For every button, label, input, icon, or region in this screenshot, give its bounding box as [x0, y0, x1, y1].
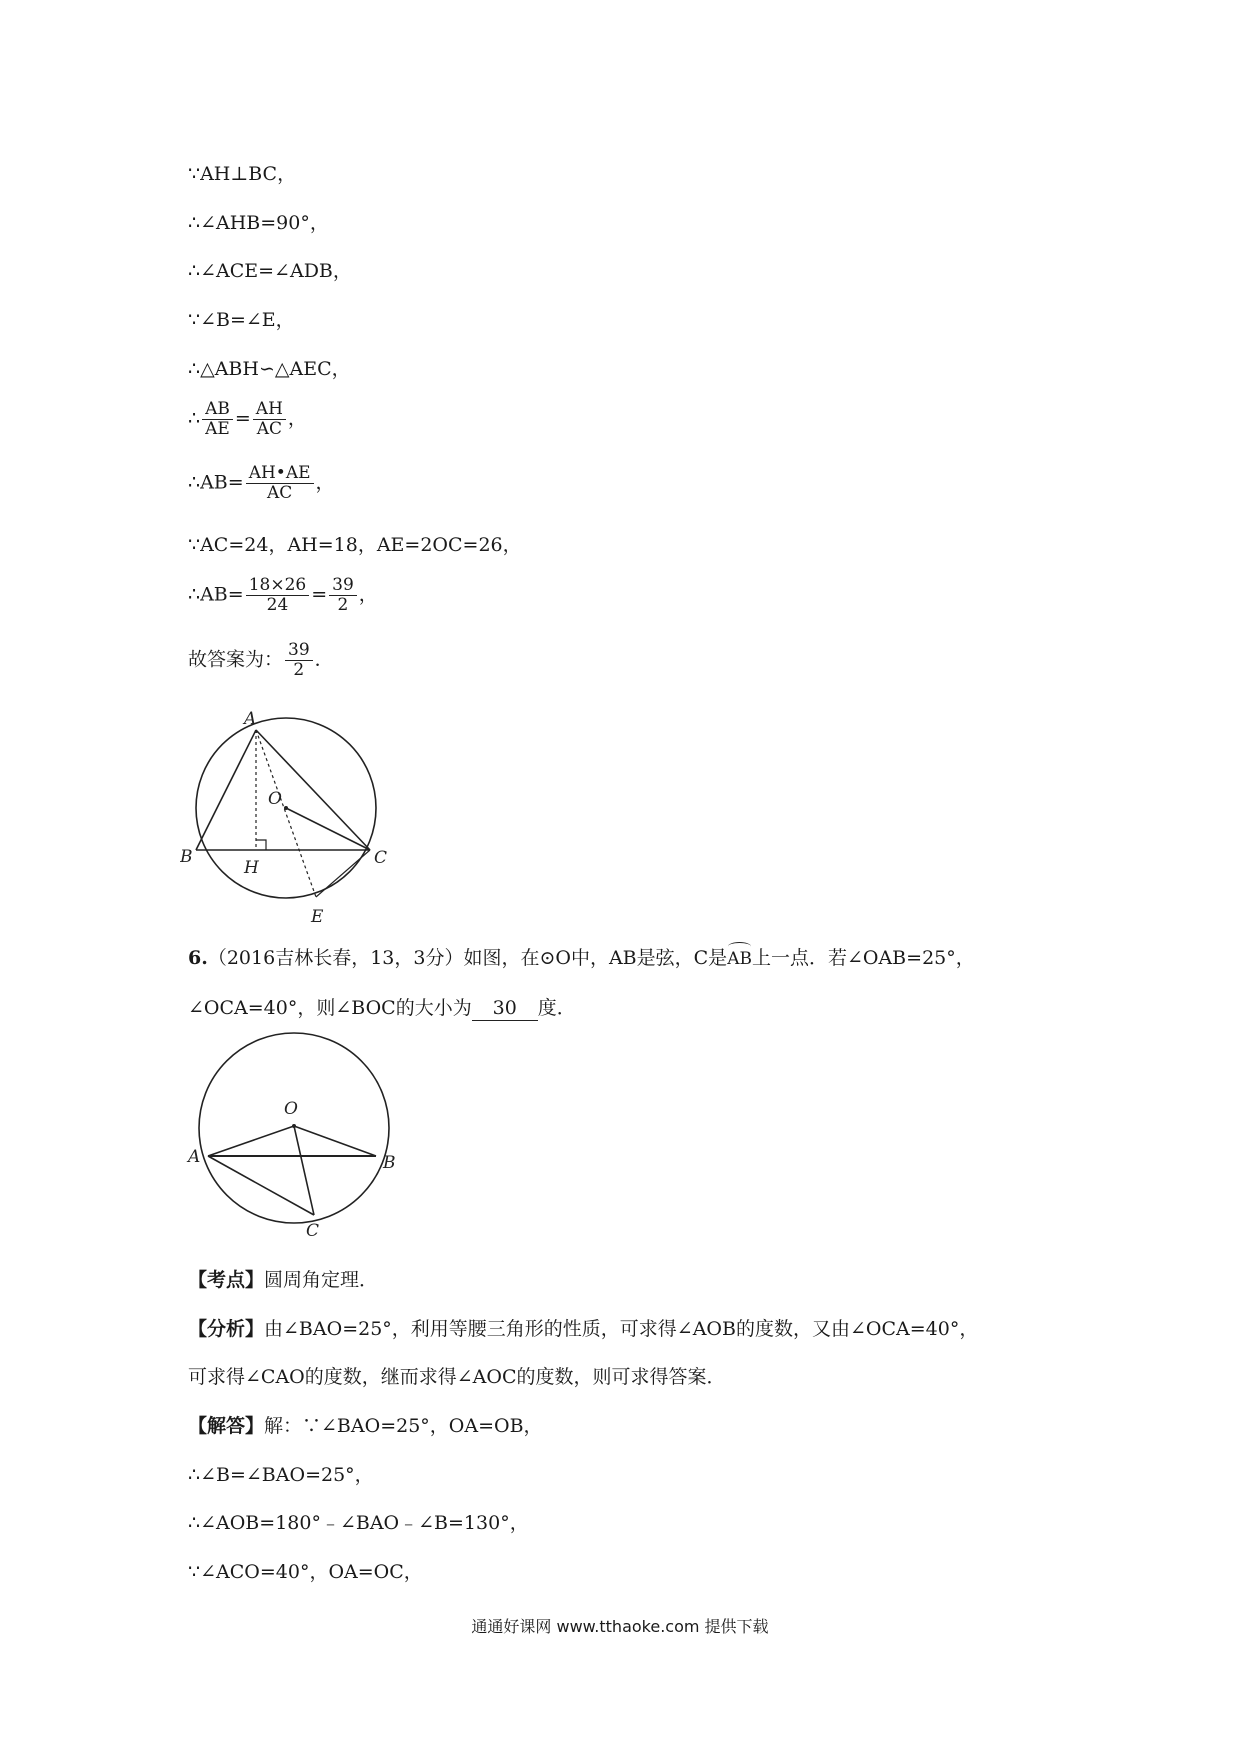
label-o: O: [268, 789, 282, 809]
solution-line-8: ∵AC=24，AH=18，AE=2OC=26，: [188, 534, 522, 556]
jieda-line-1: [188, 1414, 543, 1438]
label-h: H: [244, 858, 259, 878]
jieda-tag: 【解答】: [188, 1415, 265, 1437]
fraction-18x26-over-24: [246, 576, 310, 615]
problem-text: ∠OCA=40°，则∠BOC的大小为: [188, 997, 472, 1019]
comma: ，: [287, 407, 307, 430]
jieda-text: 解：∵∠BAO=25°，OA=OB，: [264, 1415, 543, 1437]
fenxi-tag: 【分析】: [188, 1318, 265, 1340]
period: ．: [314, 648, 334, 671]
expression-prefix: ∴AB=: [188, 471, 244, 494]
figure-circle-triangle-abc: [180, 700, 400, 930]
segment-ce: [316, 850, 370, 897]
radius-oa: [208, 1126, 294, 1156]
solution-line-9: [188, 576, 378, 615]
kaodian-line: [188, 1268, 378, 1292]
solution-line-4: ∵∠B=∠E，: [188, 309, 295, 331]
jieda-step-3: ∵∠ACO=40°，OA=OC，: [188, 1561, 423, 1583]
label-c: C: [374, 848, 388, 868]
answer-fraction: [285, 641, 313, 680]
fraction-ab-ae: [202, 400, 233, 439]
solution-line-6: [188, 400, 307, 439]
comma: ，: [358, 583, 378, 606]
problem-text: （2016吉林长春，13，3分）如图，在⊙O中，AB是弦，C是: [207, 947, 728, 969]
answer-blank: 30: [472, 996, 538, 1021]
fraction-numerator: 39: [285, 641, 313, 661]
right-angle-mark: [256, 840, 266, 850]
comma: ，: [315, 471, 335, 494]
solution-line-3: ∴∠ACE=∠ADB，: [188, 260, 352, 282]
fraction-numerator: AH: [253, 400, 286, 420]
label-b: B: [383, 1153, 396, 1173]
fenxi-line-2: 可求得∠CAO的度数，继而求得∠AOC的度数，则可求得答案．: [188, 1366, 726, 1388]
fraction-denominator: AC: [256, 419, 282, 439]
arc-ab: AB: [727, 949, 752, 969]
jieda-step-2: ∴∠AOB=180°﹣∠BAO﹣∠B=130°，: [188, 1512, 529, 1534]
fenxi-line-1: [188, 1317, 978, 1341]
problem-6-line-1: [188, 946, 975, 971]
segment-ab: [196, 730, 256, 850]
fraction-numerator: 39: [329, 576, 357, 596]
solution-line-2: ∴∠AHB=90°，: [188, 212, 329, 234]
therefore-symbol: ∴: [188, 407, 201, 430]
problem-text: 上一点．若∠OAB=25°，: [751, 947, 975, 969]
label-c: C: [306, 1221, 320, 1240]
solution-line-7: [188, 464, 335, 503]
fraction-numerator: 18×26: [246, 576, 310, 596]
solution-line-5: ∴△ABH∽△AEC，: [188, 358, 351, 380]
fraction-denominator: 2: [337, 595, 349, 615]
equals-sign: =: [234, 407, 251, 430]
page-footer: 通通好课网 www.tthaoke.com 提供下载: [471, 1617, 769, 1636]
kaodian-text: 圆周角定理．: [264, 1269, 379, 1291]
answer-label: 故答案为：: [188, 648, 284, 671]
fraction-denominator: AE: [205, 419, 230, 439]
center-point: [284, 806, 288, 810]
problem-6-line-2: [188, 996, 576, 1021]
label-a: A: [244, 709, 257, 729]
center-point: [292, 1124, 296, 1128]
fraction-denominator: AC: [266, 483, 293, 503]
problem-text: 度．: [537, 997, 576, 1019]
expression-prefix: ∴AB=: [188, 583, 244, 606]
fraction-ah-ae-over-ac: [246, 464, 314, 503]
fenxi-text: 由∠BAO=25°，利用等腰三角形的性质，可求得∠AOB的度数，又由∠OCA=40°，: [264, 1318, 979, 1340]
solution-line-1: ∵AH⊥BC，: [188, 163, 297, 185]
label-o: O: [284, 1099, 298, 1119]
figure-circle-chord-ab: [186, 1030, 416, 1240]
label-a: A: [188, 1147, 201, 1167]
radius-ob: [294, 1126, 376, 1156]
fraction-39-over-2: [329, 576, 357, 615]
chord-ac: [208, 1156, 314, 1215]
fraction-denominator: 2: [293, 660, 305, 680]
fraction-numerator: AH•AE: [246, 464, 314, 484]
diameter-ae: [256, 730, 316, 897]
fraction-numerator: AB: [202, 400, 233, 420]
radius-oc: [294, 1126, 314, 1215]
jieda-step-1: ∴∠B=∠BAO=25°，: [188, 1464, 374, 1486]
kaodian-tag: 【考点】: [188, 1269, 265, 1291]
fraction-ah-ac: [253, 400, 286, 439]
fraction-denominator: 24: [266, 595, 289, 615]
label-b: B: [180, 847, 193, 867]
equals-sign: =: [311, 583, 328, 606]
label-e: E: [311, 907, 324, 927]
segment-oc: [286, 808, 370, 850]
answer-line: [188, 641, 334, 680]
problem-number: 6.: [188, 947, 208, 969]
